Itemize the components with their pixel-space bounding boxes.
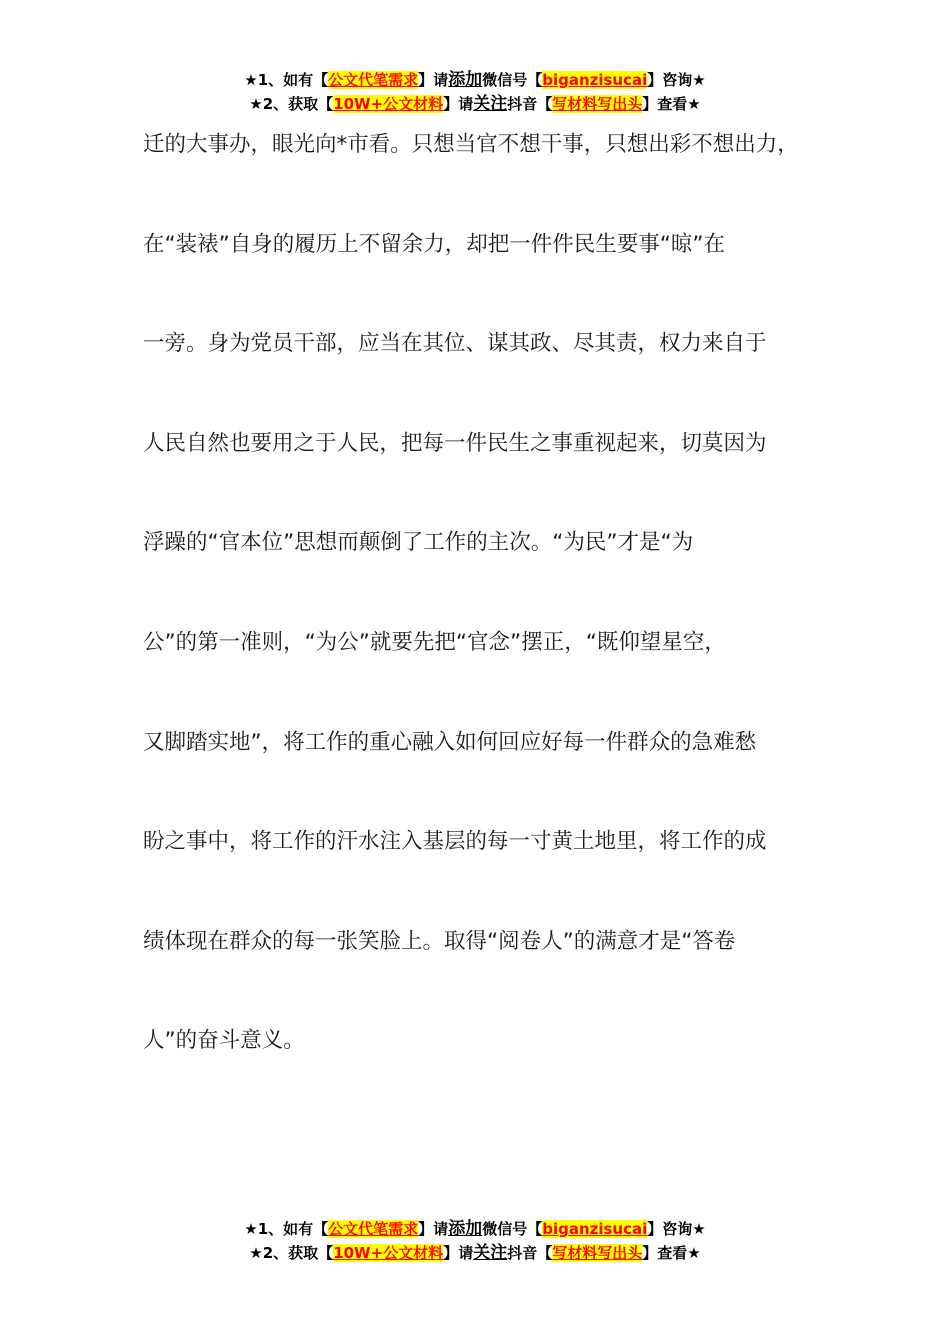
banner-line-1 (0, 1217, 950, 1241)
header-banner (0, 68, 950, 116)
banner-text: 微信号【 (482, 71, 543, 89)
banner-text: 】咨询★ (647, 1220, 706, 1238)
banner-emphasis: 添加 (448, 70, 483, 90)
highlight-wechat-id: biganzisucai (542, 71, 648, 89)
body-line: 迁的大事办，眼光向*市看。只想当官不想干事，只想出彩不想出力， (143, 132, 799, 157)
banner-text: 】咨询★ (647, 71, 706, 89)
body-line: 又脚踏实地”，将工作的重心融入如何回应好每一件群众的急难愁 (143, 729, 757, 755)
highlight-service: 公文代笔需求 (328, 71, 419, 89)
banner-line-2 (0, 1241, 950, 1265)
banner-text: 】查看★ (642, 1244, 701, 1262)
highlight-douyin-account: 写材料写出头 (552, 1244, 643, 1262)
body-line: 浮躁的“官本位”思想而颠倒了工作的主次。“为民”才是“为 (143, 530, 694, 556)
highlight-service: 公文代笔需求 (328, 1220, 419, 1238)
body-line: 盼之事中，将工作的汗水注入基层的每一寸黄土地里，将工作的成 (143, 829, 767, 855)
highlight-wechat-id: biganzisucai (542, 1220, 648, 1238)
banner-text: ★1、如有【 (244, 71, 329, 89)
banner-text: ★2、获取【 (249, 95, 334, 113)
highlight-materials: 10W+公文材料 (333, 1244, 444, 1262)
body-line: 公”的第一准则，“为公”就要先把“官念”摆正，“既仰望星空， (143, 629, 726, 655)
footer-banner (0, 1217, 950, 1265)
banner-text: 微信号【 (482, 1220, 543, 1238)
banner-emphasis: 添加 (448, 1219, 483, 1239)
banner-text: 】请 (443, 1244, 474, 1262)
banner-line-2 (0, 92, 950, 116)
body-line: 一旁。身为党员干部，应当在其位、谋其政、尽其责，权力来自于 (143, 331, 767, 357)
banner-text: ★2、获取【 (249, 1244, 334, 1262)
banner-line-1 (0, 68, 950, 92)
highlight-douyin-account: 写材料写出头 (552, 95, 643, 113)
body-line: 人”的奋斗意义。 (143, 1028, 305, 1054)
body-line: 绩体现在群众的每一张笑脸上。取得“阅卷人”的满意才是“答卷 (143, 928, 736, 954)
banner-text: 】请 (418, 71, 449, 89)
banner-text: 】查看★ (642, 95, 701, 113)
body-line: 在“装裱”自身的履历上不留余力，却把一件件民生要事“晾”在 (143, 231, 726, 257)
highlight-materials: 10W+公文材料 (333, 95, 444, 113)
banner-emphasis: 关注 (473, 94, 508, 114)
banner-text: 抖音【 (507, 95, 553, 113)
banner-text: ★1、如有【 (244, 1220, 329, 1238)
banner-emphasis: 关注 (473, 1243, 508, 1263)
banner-text: 抖音【 (507, 1244, 553, 1262)
document-body (143, 120, 843, 1116)
body-line: 人民自然也要用之于人民，把每一件民生之事重视起来，切莫因为 (143, 430, 767, 456)
banner-text: 】请 (418, 1220, 449, 1238)
banner-text: 】请 (443, 95, 474, 113)
